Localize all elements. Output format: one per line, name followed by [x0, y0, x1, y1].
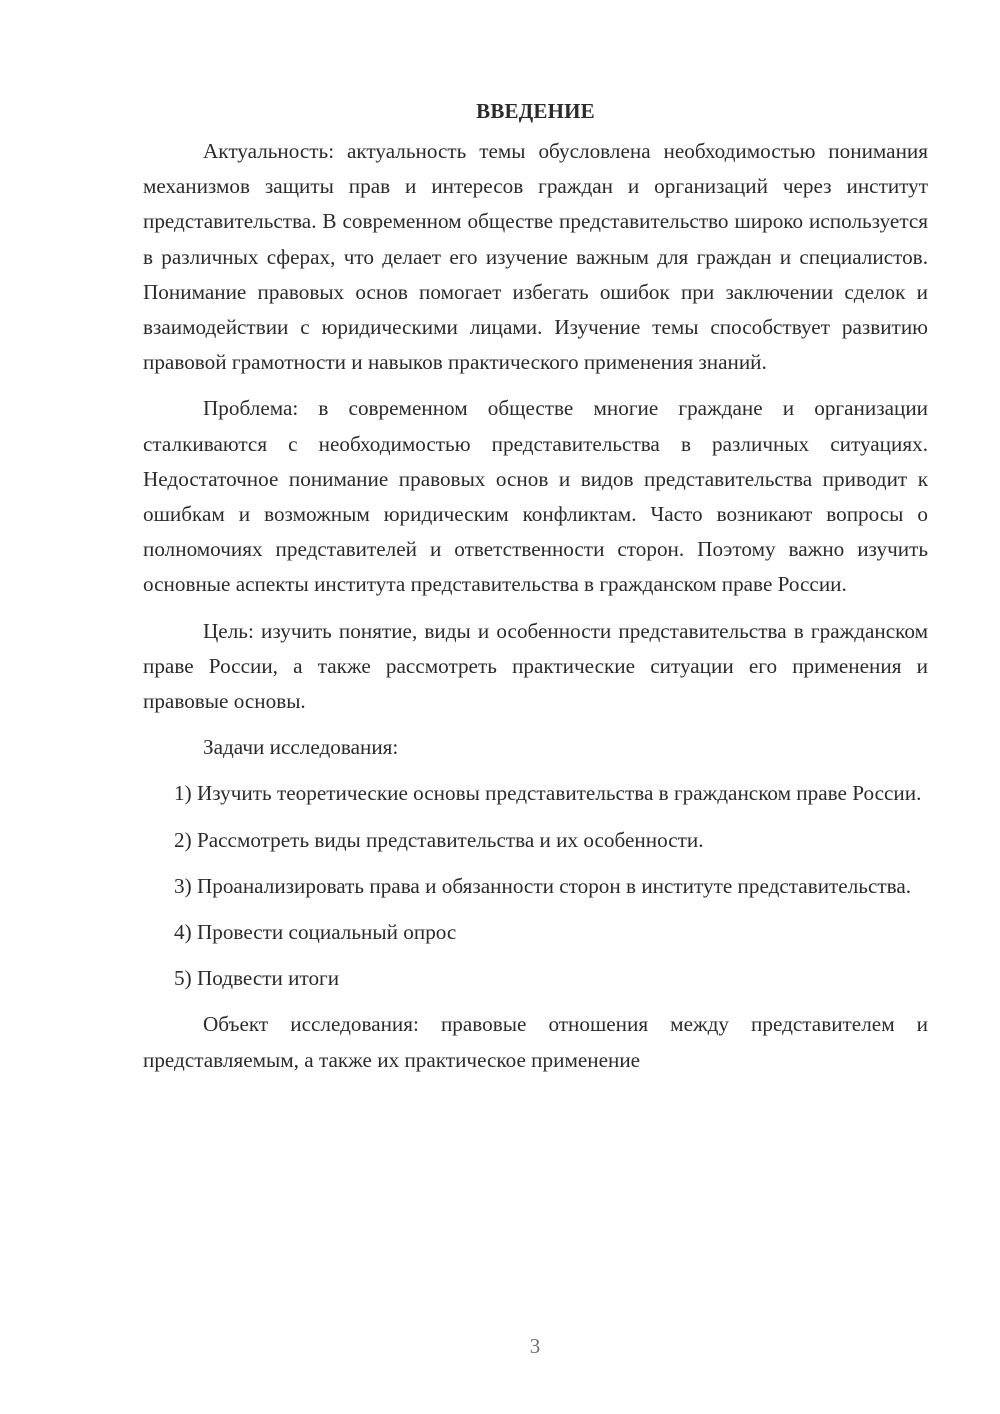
task-item-5: 5) Подвести итоги: [174, 966, 340, 991]
problem-paragraph: Проблема: в современном обществе многие граждане и организации сталкиваются с необходимостью представительства в различных ситуациях. Недостаточное понимание правовых основ и видов представительства приводит к ошибкам и возможным юридическим конфликтам. Часто возникают вопросы о полномочиях представителей и ответственности сторон. Поэтому важно изучить основные аспекты института представительства в гражданском праве России.: [143, 396, 928, 597]
task-item-4: 4) Провести социальный опрос: [174, 920, 457, 945]
page-number: 3: [529, 1334, 541, 1358]
tasks-heading: Задачи исследования:: [203, 735, 399, 760]
relevance-paragraph: Актуальность: актуальность темы обусловлена необходимостью понимания механизмов защиты прав и интересов граждан и организаций через институт представительства. В современном обществе представительство широко используется в различных сферах, что делает его изучение важным для граждан и специалистов. Понимание правовых основ помогает избегать ошибок при заключении сделок и взаимодействии с юридическими лицами. Изучение темы способствует развитию правовой грамотности и навыков практического применения знаний.: [143, 139, 928, 375]
task-item-2: 2) Рассмотреть виды представительства и их особенности.: [174, 827, 704, 852]
task-item-1: 1) Изучить теоретические основы представительства в гражданском праве России.: [174, 781, 922, 806]
task-item-3: 3) Проанализировать права и обязанности сторон в институте представительства.: [174, 873, 912, 898]
document-page: [143, 92, 928, 1089]
tasks-list: [143, 776, 928, 996]
goal-paragraph: Цель: изучить понятие, виды и особенности представительства в гражданском праве России, а также рассмотреть практические ситуации его применения и правовые основы.: [143, 618, 928, 714]
object-paragraph: Объект исследования: правовые отношения между представителем и представляемым, а также их практическое применение: [143, 1012, 928, 1072]
section-title: ВВЕДЕНИЕ: [476, 99, 595, 123]
